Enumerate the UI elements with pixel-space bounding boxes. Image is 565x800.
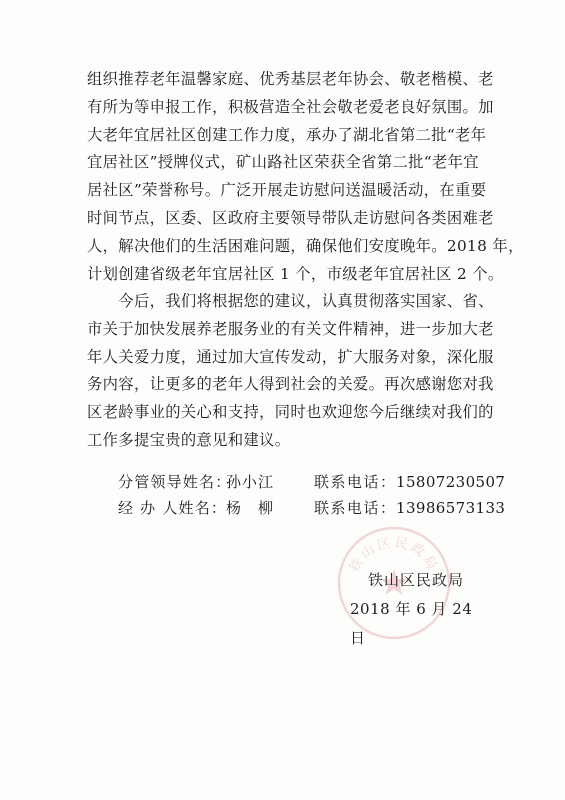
signature-block <box>350 566 480 653</box>
paragraph-line: 年人关爱力度，通过加大宣传发动，扩大服务对象，深化服 <box>87 347 494 366</box>
paragraph-line: 区老龄事业的关心和支持，同时也欢迎您今后继续对我们的 <box>87 403 494 422</box>
paragraph-line: 时间节点，区委、区政府主要领导带队走访慰问各类困难老 <box>87 208 494 227</box>
contact-block <box>118 469 518 521</box>
paragraph-line: 人，解决他们的生活困难问题，确保他们安度晚年。2018 年， <box>87 236 524 255</box>
paragraph-line: 工作多提宝贵的意见和建议。 <box>87 430 291 449</box>
contact-row-leader <box>118 469 518 495</box>
contact-row-handler <box>118 495 518 521</box>
seal-text: 铁山区民政局 <box>347 535 441 575</box>
leader-phone: 15807230507 <box>396 473 506 491</box>
paragraph-line: 计划创建省级老年宜居社区 1 个，市级老年宜居社区 2 个。 <box>87 264 504 283</box>
paragraph-line: 组织推荐老年温馨家庭、优秀基层老年协会、敬老楷模、老 <box>87 70 494 88</box>
handler-phone-label: 联系电话： <box>314 499 397 517</box>
paragraph-line: 宜居社区”授牌仪式，矿山路社区荣获全省第二批“老年宜 <box>87 153 479 172</box>
paragraph-line: 市关于加快发展养老服务业的有关文件精神，进一步加大老 <box>87 319 494 338</box>
handler-phone: 13986573133 <box>396 499 506 517</box>
leader-name: 孙小江 <box>226 473 275 491</box>
handler-name: 杨 柳 <box>226 499 275 517</box>
paragraph-1 <box>87 66 524 288</box>
leader-name-label: 分管领导姓名： <box>118 473 232 491</box>
paragraph-line: 今后，我们将根据您的建议，认真贯彻落实国家、省、 <box>87 292 494 310</box>
leader-phone-label: 联系电话： <box>314 473 397 491</box>
signing-date: 2018 年 6 月 24 日 <box>350 600 473 647</box>
paragraph-line: 居社区”荣誉称号。广泛开展走访慰问送温暖活动，在重要 <box>87 181 487 200</box>
signing-organization: 铁山区民政局 <box>368 571 465 589</box>
paragraph-line: 大老年宜居社区创建工作力度，承办了湖北省第二批“老年 <box>87 125 487 144</box>
handler-name-label: 经 办 人姓名： <box>118 499 228 517</box>
paragraph-2 <box>87 288 494 455</box>
paragraph-line: 有所为等申报工作，积极营造全社会敬老爱老良好氛围。加 <box>87 97 494 116</box>
paragraph-line: 务内容，让更多的老年人得到社会的关爱。再次感谢您对我 <box>87 375 494 394</box>
